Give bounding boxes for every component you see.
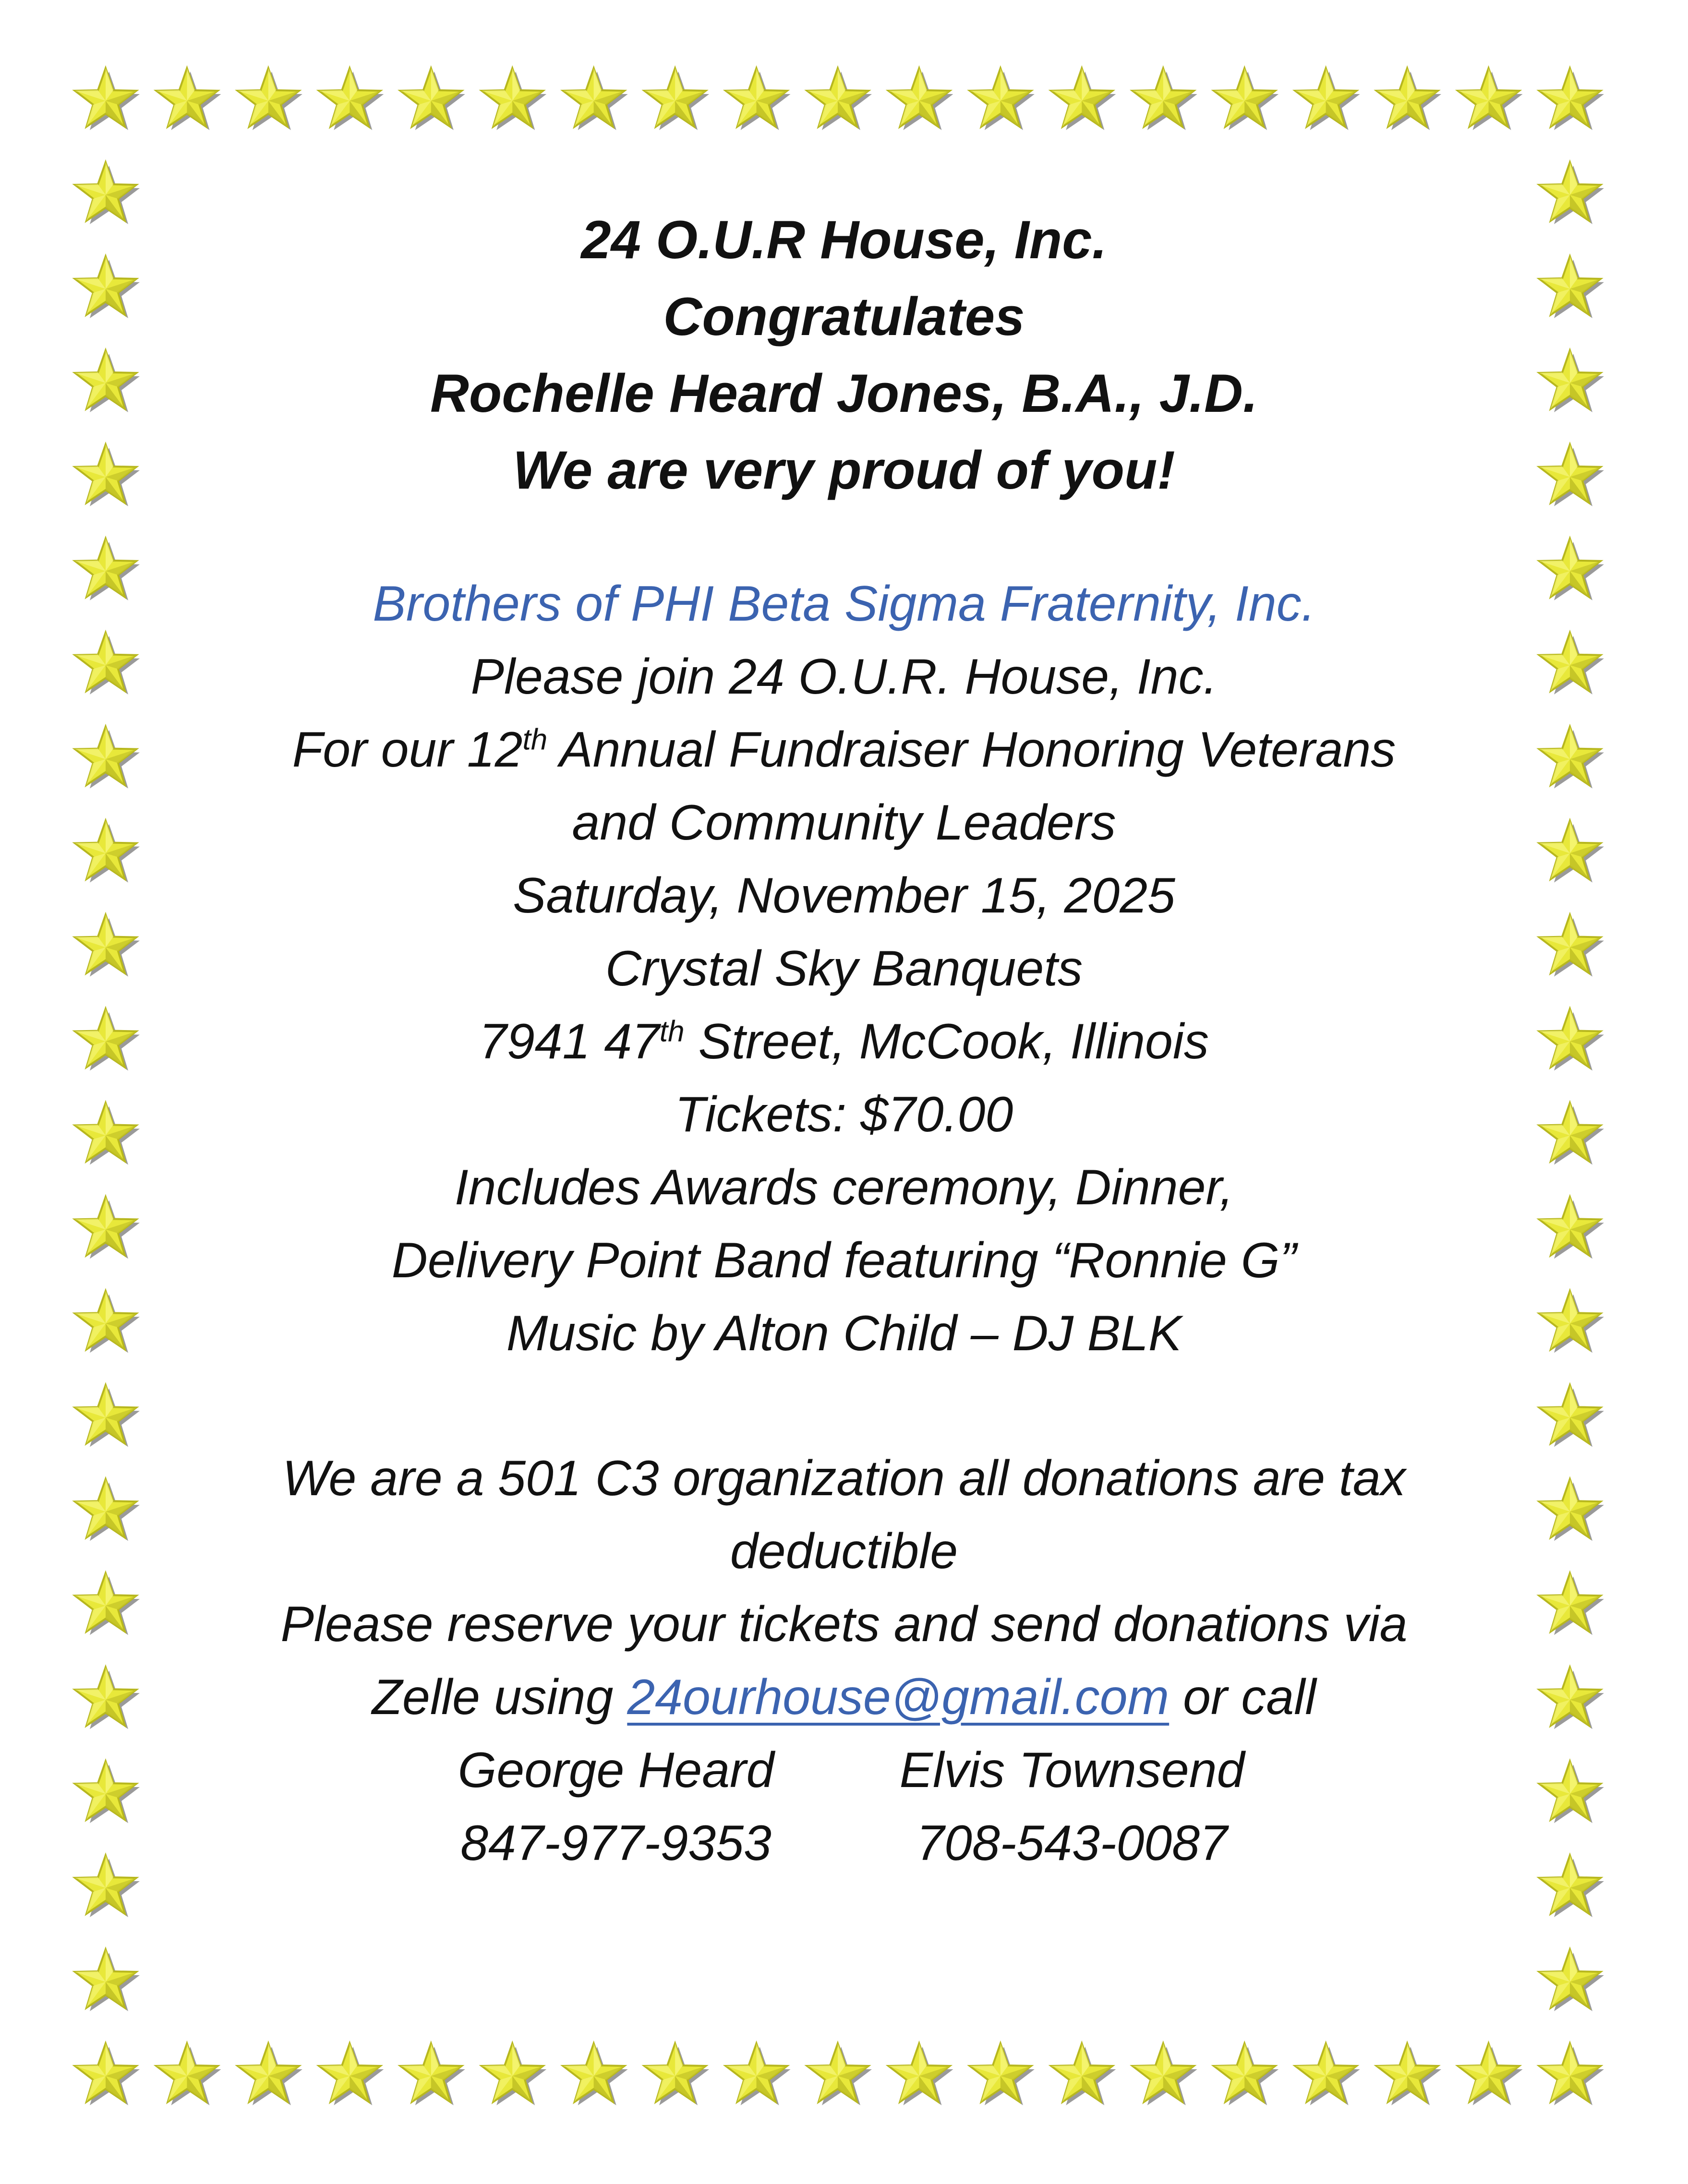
- star-icon: [1133, 2043, 1197, 2105]
- star-icon: [1539, 1667, 1604, 1729]
- star-icon: [75, 633, 140, 695]
- join-line: Please join 24 O.U.R. House, Inc.: [470, 649, 1218, 705]
- star-icon: [1051, 2043, 1116, 2105]
- star-icon: [238, 2043, 302, 2105]
- deductible-line: deductible: [730, 1524, 958, 1579]
- star-icon: [1376, 2043, 1441, 2105]
- star-icon: [1539, 1197, 1604, 1259]
- star-icon: [75, 1573, 140, 1635]
- star-icon: [1539, 68, 1604, 130]
- star-icon: [563, 2043, 628, 2105]
- star-icon: [75, 444, 140, 506]
- star-icon: [1133, 68, 1197, 130]
- star-icon: [970, 68, 1035, 130]
- contact-phone: 847-977-9353: [460, 1815, 772, 1871]
- zelle-suffix: or call: [1169, 1669, 1316, 1725]
- star-icon: [75, 350, 140, 412]
- event-date: Saturday, November 15, 2025: [513, 868, 1175, 924]
- star-icon: [75, 1855, 140, 1917]
- ticket-price: Tickets: $70.00: [675, 1087, 1013, 1142]
- star-icon: [75, 1291, 140, 1353]
- star-icon: [75, 1761, 140, 1823]
- star-icon: [1539, 727, 1604, 789]
- star-icon: [75, 539, 140, 600]
- zelle-line: [144, 1661, 1544, 1734]
- star-icon: [319, 2043, 384, 2105]
- star-icon: [1539, 1009, 1604, 1071]
- address-suffix: Street, McCook, Illinois: [684, 1014, 1209, 1069]
- star-icon: [482, 2043, 546, 2105]
- star-icon: [1539, 915, 1604, 977]
- star-icon: [1458, 68, 1523, 130]
- star-icon: [75, 1103, 140, 1164]
- reserve-line: Please reserve your tickets and send donations via: [280, 1596, 1408, 1652]
- star-icon: [1539, 2043, 1604, 2105]
- star-icon: [1539, 633, 1604, 695]
- star-icon: [400, 2043, 465, 2105]
- band-line: Delivery Point Band featuring “Ronnie G”: [391, 1233, 1297, 1288]
- star-icon: [1458, 2043, 1523, 2105]
- star-icon: [807, 2043, 872, 2105]
- star-icon: [156, 68, 221, 130]
- tax-line: We are a 501 C3 organization all donations are tax: [282, 1451, 1406, 1506]
- music-line: Music by Alton Child – DJ BLK: [506, 1306, 1182, 1361]
- includes-line: Includes Awards ceremony, Dinner,: [454, 1160, 1234, 1215]
- star-icon: [1051, 68, 1116, 130]
- star-icon: [1376, 68, 1441, 130]
- proud-message: We are very proud of you!: [513, 440, 1175, 500]
- star-icon: [75, 915, 140, 977]
- star-icon: [1539, 539, 1604, 600]
- event-prefix: For our 12: [292, 722, 523, 778]
- star-icon: [238, 68, 302, 130]
- star-icon: [75, 821, 140, 883]
- contact-name: George Heard: [458, 1742, 774, 1798]
- address-ordinal: th: [659, 1015, 685, 1048]
- star-icon: [75, 162, 140, 224]
- star-icon: [75, 2043, 140, 2105]
- contact-phones-row: [144, 1807, 1544, 1880]
- star-icon: [75, 1197, 140, 1259]
- event-ordinal: th: [522, 723, 548, 756]
- venue-name: Crystal Sky Banquets: [605, 941, 1083, 996]
- star-icon: [1295, 2043, 1360, 2105]
- star-icon: [75, 1667, 140, 1729]
- contact-names-row: [144, 1734, 1544, 1807]
- star-icon: [1539, 1103, 1604, 1164]
- honoree-name: Rochelle Heard Jones, B.A., J.D.: [430, 363, 1258, 423]
- star-icon: [563, 68, 628, 130]
- organization-title: 24 O.U.R House, Inc.: [581, 210, 1107, 270]
- star-icon: [75, 256, 140, 318]
- event-line: [144, 713, 1544, 786]
- congratulates-line: Congratulates: [663, 287, 1025, 347]
- star-icon: [1539, 350, 1604, 412]
- star-icon: [1539, 256, 1604, 318]
- star-icon: [75, 68, 140, 130]
- star-icon: [319, 68, 384, 130]
- star-icon: [75, 1479, 140, 1541]
- contact-name: Elvis Townsend: [899, 1742, 1245, 1798]
- star-icon: [726, 68, 791, 130]
- star-icon: [156, 2043, 221, 2105]
- star-icon: [1539, 162, 1604, 224]
- star-icon: [1214, 68, 1278, 130]
- star-icon: [1539, 1949, 1604, 2011]
- star-icon: [75, 1009, 140, 1071]
- star-icon: [726, 2043, 791, 2105]
- star-icon: [75, 1949, 140, 2011]
- star-icon: [644, 2043, 709, 2105]
- email-link[interactable]: 24ourhouse@gmail.com: [627, 1669, 1170, 1725]
- event-suffix: Annual Fundraiser Honoring Veterans: [547, 722, 1396, 778]
- star-icon: [400, 68, 465, 130]
- star-icon: [75, 1385, 140, 1447]
- star-icon: [1539, 1855, 1604, 1917]
- star-icon: [1539, 1291, 1604, 1353]
- address-prefix: 7941 47: [479, 1014, 660, 1069]
- star-icon: [888, 68, 953, 130]
- star-icon: [1214, 2043, 1278, 2105]
- star-icon: [644, 68, 709, 130]
- section-spacer: [144, 1370, 1544, 1442]
- fraternity-line: Brothers of PHI Beta Sigma Fraternity, Inc.: [373, 576, 1315, 632]
- star-icon: [970, 2043, 1035, 2105]
- star-icon: [75, 727, 140, 789]
- star-icon: [888, 2043, 953, 2105]
- star-icon: [1539, 1761, 1604, 1823]
- venue-address: [144, 1005, 1544, 1078]
- flyer-content: [144, 202, 1544, 1880]
- star-icon: [1539, 1385, 1604, 1447]
- event-continuation-line: and Community Leaders: [572, 795, 1116, 851]
- star-icon: [482, 68, 546, 130]
- star-icon: [1539, 1479, 1604, 1541]
- star-icon: [1295, 68, 1360, 130]
- star-icon: [1539, 444, 1604, 506]
- star-icon: [1539, 821, 1604, 883]
- zelle-prefix: Zelle using: [372, 1669, 627, 1725]
- star-icon: [807, 68, 872, 130]
- contact-phone: 708-543-0087: [916, 1815, 1228, 1871]
- star-icon: [1539, 1573, 1604, 1635]
